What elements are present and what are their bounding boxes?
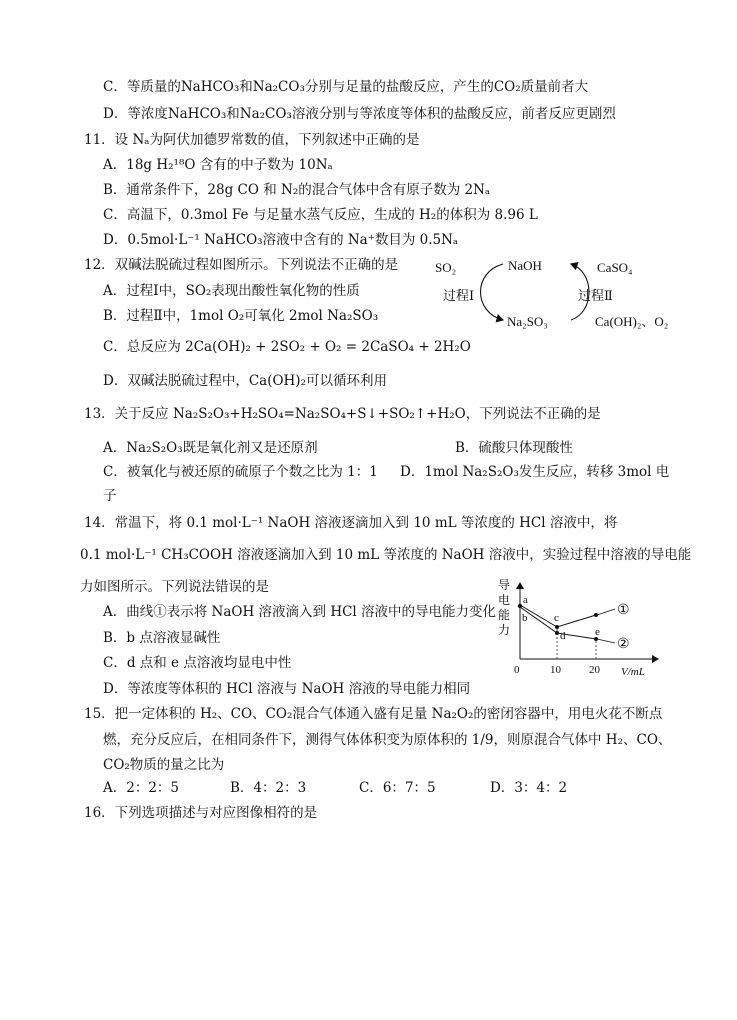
q11-option-c: C．高温下，0.3mol Fe 与足量水蒸气反应，生成的 H₂的体积为 8.96 L <box>103 207 538 223</box>
q14-option-a: A．曲线①表示将 NaOH 溶液滴入到 HCl 溶液中的导电能力变化 <box>103 604 497 620</box>
q15-stem-3: CO₂物质的量之比为 <box>103 757 225 773</box>
naoh-label: NaOH <box>508 258 542 273</box>
q12-option-b: B．过程Ⅱ中，1mol O₂可氧化 2mol Na₂SO₃ <box>103 308 379 324</box>
curve-2-label: ② <box>617 637 630 652</box>
na2so3-label: Na₂SO₃ <box>507 314 548 329</box>
point-c <box>555 625 559 629</box>
x-tick-10: 10 <box>550 664 561 676</box>
q13-option-b: B．硫酸只体现酸性 <box>455 440 573 456</box>
label-c: c <box>554 612 559 624</box>
label-b: b <box>522 612 528 624</box>
so2-label: SO₂ <box>435 260 457 275</box>
q12-option-a: A．过程Ⅰ中，SO₂表现出酸性氧化物的性质 <box>103 283 360 299</box>
y-axis-label-3: 能 <box>498 608 511 622</box>
q12-option-d: D．双碱法脱硫过程中，Ca(OH)₂可以循环利用 <box>103 373 387 389</box>
arrow-process-1 <box>481 264 504 320</box>
point-a-b <box>518 604 522 608</box>
q14-option-b: B．b 点溶液显碱性 <box>103 630 221 646</box>
q15-stem-1: 15．把一定体积的 H₂、CO、CO₂混合气体通入盛有足量 Na₂O₂的密闭容器中，用电火花不断点 <box>84 706 663 722</box>
process-2-label: 过程Ⅱ <box>578 288 613 303</box>
conductivity-chart <box>493 575 663 685</box>
point-d <box>555 631 559 635</box>
q14-option-c: C．d 点和 e 点溶液均显电中性 <box>103 655 292 671</box>
q15-option-b: B．4：2：3 <box>230 780 307 796</box>
y-axis-label-1: 导 <box>498 578 511 592</box>
x-tick-0: 0 <box>514 664 520 676</box>
label-e: e <box>595 626 600 638</box>
q15-option-c: C．6：7：5 <box>359 780 436 796</box>
q13-option-d: D．1mol Na₂S₂O₃发生反应，转移 3mol 电 <box>400 464 670 480</box>
q11-option-b: B．通常条件下，28g CO 和 N₂的混合气体中含有原子数为 2Nₐ <box>103 182 491 198</box>
q11-option-a: A．18g H₂¹⁸O 含有的中子数为 10Nₐ <box>103 157 333 173</box>
q14-stem-1: 14．常温下，将 0.1 mol·L⁻¹ NaOH 溶液逐滴加入到 10 mL 等浓度的 HCl 溶液中，将 <box>84 515 618 531</box>
q13-option-c: C．被氧化与被还原的硫原子个数之比为 1：1 <box>103 464 378 480</box>
curve-1-label: ① <box>617 603 630 618</box>
y-axis-label-2: 电 <box>498 593 511 607</box>
q13-option-a: A．Na₂S₂O₃既是氧化剂又是还原剂 <box>103 440 318 456</box>
q13-stem: 13．关于反应 Na₂S₂O₃+H₂SO₄=Na₂SO₄+S↓+SO₂↑+H₂O，下列说法不正确的是 <box>84 406 601 422</box>
q13-option-d-cont: 子 <box>103 488 117 504</box>
q14-option-d: D．等浓度等体积的 HCl 溶液与 NaOH 溶液的导电能力相同 <box>103 681 471 697</box>
q10-option-c: C．等质量的NaHCO₃和Na₂CO₃分别与足量的盐酸反应，产生的CO₂质量前者大 <box>103 79 589 95</box>
y-axis-label-4: 力 <box>498 623 511 637</box>
q16-stem: 16．下列选项描述与对应图像相符的是 <box>84 805 318 821</box>
q12-stem: 12．双碱法脱硫过程如图所示。下列说法不正确的是 <box>84 257 399 273</box>
x-axis-label: V/mL <box>621 666 645 678</box>
double-alkali-cycle-diagram <box>425 250 675 334</box>
q14-stem-2: 0.1 mol·L⁻¹ CH₃COOH 溶液逐滴加入到 10 mL 等浓度的 NaOH 溶液中，实验过程中溶液的导电能 <box>80 547 692 563</box>
x-tick-20: 20 <box>589 664 600 676</box>
caso4-label: CaSO₄ <box>597 260 633 275</box>
label-a: a <box>523 594 528 606</box>
caoh2-o2-label: Ca(OH)₂、O₂ <box>595 314 669 329</box>
label-d: d <box>560 630 566 642</box>
q15-option-d: D．3：4：2 <box>490 780 568 796</box>
q11-option-d: D．0.5mol·L⁻¹ NaHCO₃溶液中含有的 Na⁺数目为 0.5Nₐ <box>103 232 459 248</box>
q14-stem-3: 力如图所示。下列说法错误的是 <box>80 579 269 595</box>
q12-option-c: C．总反应为 2Ca(OH)₂ + 2SO₂ + O₂ = 2CaSO₄ + 2H₂O <box>103 339 471 355</box>
q15-stem-2: 燃，充分反应后，在相同条件下，测得气体体积变为原体积的 1/9，则原混合气体中 H₂、CO、 <box>103 732 672 748</box>
q15-option-a: A．2：2：5 <box>103 780 180 796</box>
q11-stem: 11．设 Nₐ为阿伏加德罗常数的值，下列叙述中正确的是 <box>84 132 420 148</box>
q10-option-d: D．等浓度NaHCO₃和Na₂CO₃溶液分别与等浓度等体积的盐酸反应，前者反应更剧烈 <box>103 106 616 122</box>
process-1-label: 过程Ⅰ <box>443 288 475 303</box>
